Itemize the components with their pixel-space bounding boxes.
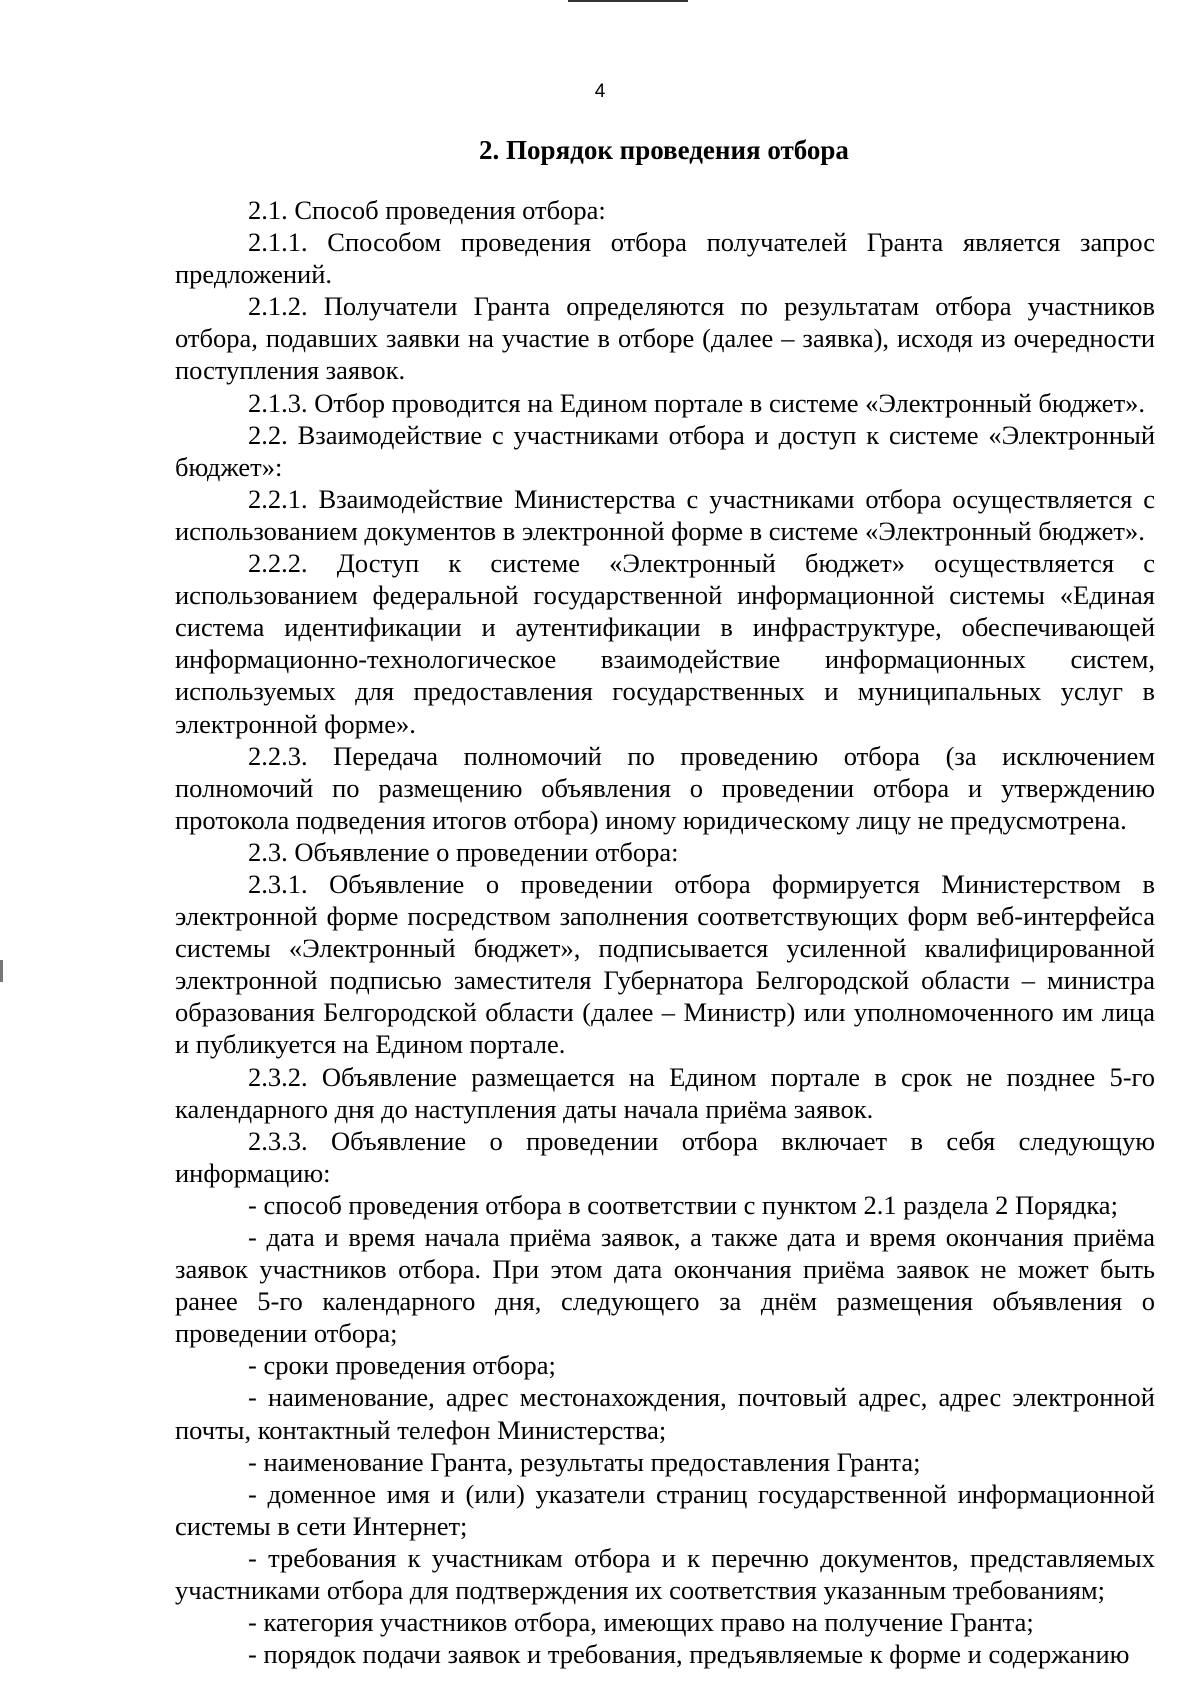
paragraph: 2.1.3. Отбор проводится на Едином портале в системе «Электронный бюджет».: [248, 387, 1146, 418]
paragraph: 2.3.1. Объявление о проведении отбора формируется Министерством в электронной форме посредством заполнения соответствующих форм веб-интерфейса системы «Электронный бюджет», подписывается усиленной квалифицированной электронной подписью заместителя Губернатора Белгородской области – министра образования Белгородской области (далее – Министр) или уполномоченного им лица и публикуется на Едином портале.: [175, 868, 1155, 1060]
paragraph: 2.1. Способ проведения отбора:: [248, 195, 606, 225]
paragraph: 2.1.1. Способом проведения отбора получателей Гранта является запрос предложений.: [175, 227, 1155, 290]
paragraph: 2.2. Взаимодействие с участниками отбора и доступ к системе «Электронный бюджет»:: [175, 419, 1155, 482]
paragraph: 2.3. Объявление о проведении отбора:: [248, 836, 679, 867]
paragraph: 2.2.3. Передача полномочий по проведению отбора (за исключением полномочий по размещению объявления о проведении отбора и утверждению протокола подведения итогов отбора) иному юридическому лицу не предусмотрена.: [175, 740, 1155, 835]
paragraph: 2.1.2. Получатели Гранта определяются по результатам отбора участников отбора, подавших заявки на участие в отборе (далее – заявка), исходя из очередности поступления заявок.: [175, 291, 1155, 386]
paragraph: 2.3.2. Объявление размещается на Едином портале в срок не позднее 5-го календарного дня до наступления даты начала приёма заявок.: [175, 1061, 1155, 1124]
list-item: - дата и время начала приёма заявок, а также дата и время окончания приёма заявок участников отбора. При этом дата окончания приёма заявок не может быть ранее 5-го календарного дня, следующего за днём размещения объявления о проведении отбора;: [175, 1222, 1155, 1349]
list-item: - способ проведения отбора в соответствии с пунктом 2.1 раздела 2 Порядка;: [248, 1189, 1118, 1220]
section-title: 2. Порядок проведения отбора: [479, 135, 849, 165]
list-item: - категория участников отбора, имеющих право на получение Гранта;: [248, 1607, 1034, 1638]
list-item: - наименование, адрес местонахождения, почтовый адрес, адрес электронной почты, контактный телефон Министерства;: [175, 1382, 1155, 1445]
document-body: [175, 194, 1155, 1670]
list-item: - требования к участникам отбора и к перечню документов, представляемых участниками отбора для подтверждения их соответствия указанным требованиям;: [175, 1542, 1155, 1606]
scan-artifact-mark: [0, 960, 3, 982]
list-item: - доменное имя и (или) указатели страниц государственной информационной системы в сети Интернет;: [175, 1478, 1155, 1541]
scan-artifact-line: [568, 0, 688, 2]
paragraph: 2.2.2. Доступ к системе «Электронный бюджет» осуществляется с использованием федеральной государственной информационной системы «Единая система идентификации и аутентификации в инфраструктуре, обеспечивающей информационно-технологическое взаимодействие информационных систем, используемых для предоставления государственных и муниципальных услуг в электронной форме».: [175, 548, 1155, 739]
list-item: - порядок подачи заявок и требования, предъявляемые к форме и содержанию: [248, 1639, 1130, 1670]
paragraph: 2.3.3. Объявление о проведении отбора включает в себя следующую информацию:: [175, 1125, 1155, 1188]
page-number: 4: [594, 81, 606, 102]
paragraph: 2.2.1. Взаимодействие Министерства с участниками отбора осуществляется с использованием документов в электронной форме в системе «Электронный бюджет».: [175, 483, 1155, 546]
list-item: - наименование Гранта, результаты предоставления Гранта;: [248, 1446, 921, 1477]
list-item: - сроки проведения отбора;: [248, 1350, 556, 1381]
